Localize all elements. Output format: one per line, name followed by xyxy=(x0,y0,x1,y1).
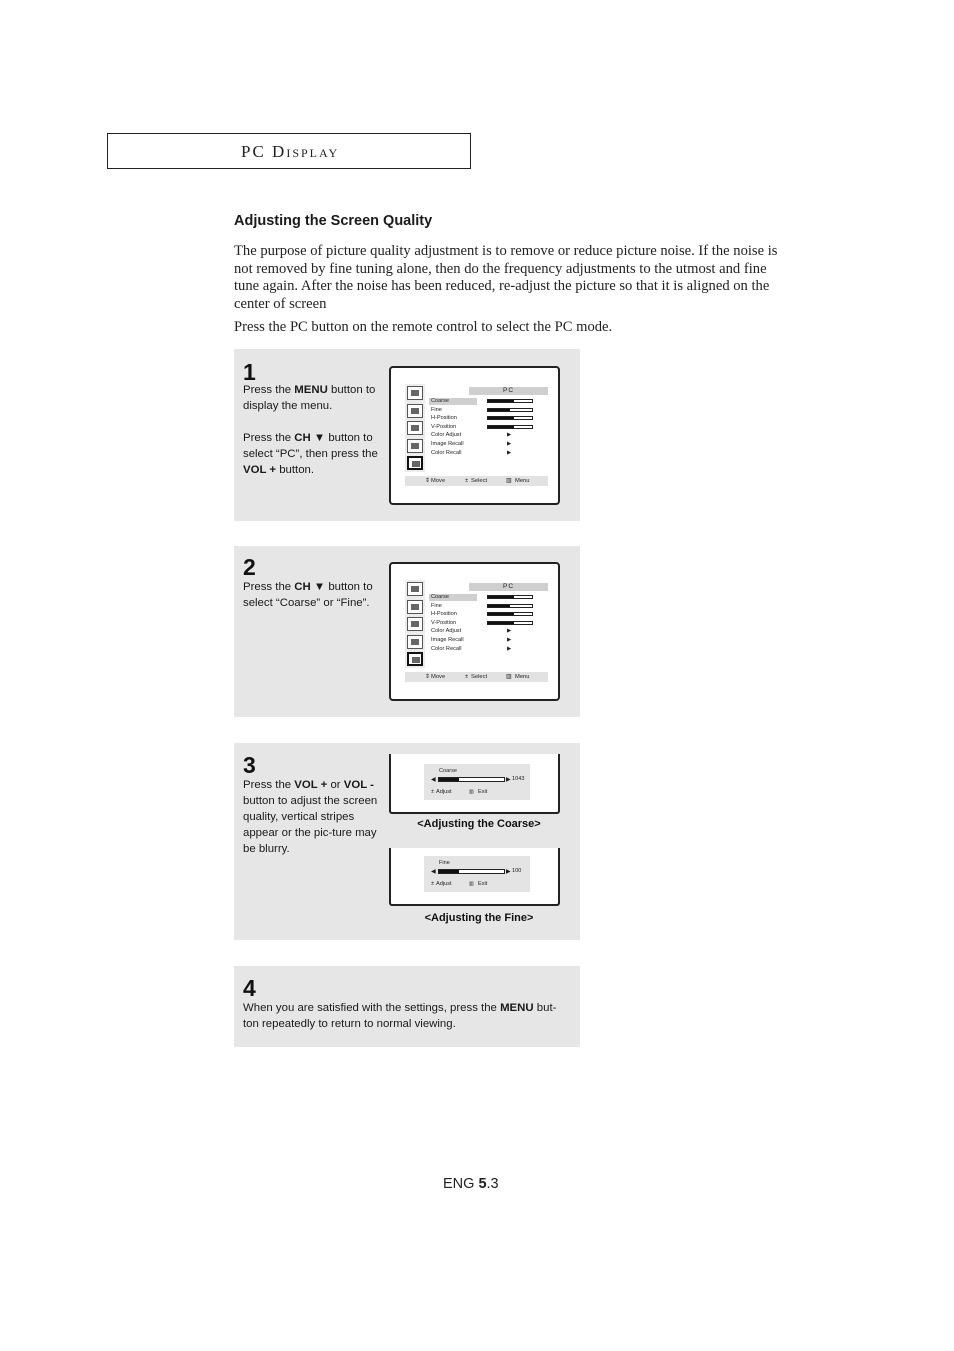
caption-fine: <Adjusting the Fine> xyxy=(424,912,534,924)
select-label: Select xyxy=(471,674,488,680)
fine-value: 100 xyxy=(512,868,522,874)
menu-item-label: Color Adjust xyxy=(431,628,462,635)
menu-item[interactable] xyxy=(429,423,548,432)
step-text: Press the MENU button to display the menu. xyxy=(243,384,376,412)
left-arrow-icon: ◀ xyxy=(431,777,436,783)
page-title: PC Display xyxy=(241,142,340,161)
picture-icon[interactable] xyxy=(407,582,423,596)
sound-icon[interactable] xyxy=(407,404,423,418)
select-label: Select xyxy=(471,478,488,484)
select-icon: ± xyxy=(465,478,469,484)
menu-icon-column xyxy=(405,580,425,668)
channel-icon[interactable] xyxy=(407,617,423,631)
coarse-label: Coarse xyxy=(439,768,458,774)
menu-item-label: Color Recall xyxy=(431,449,462,456)
step-text: When you are satisfied with the settings, press the MENU but-ton repeatedly to return to normal viewing. xyxy=(243,1002,557,1030)
menu-item[interactable] xyxy=(429,619,548,628)
submenu-arrow-icon: ▶ xyxy=(507,449,512,456)
picture-icon[interactable] xyxy=(407,386,423,400)
menu-item-label: Color Adjust xyxy=(431,432,462,439)
right-arrow-icon: ▶ xyxy=(506,777,511,783)
adjust-label: Adjust xyxy=(436,881,452,887)
coarse-bar xyxy=(438,777,505,782)
menu-label: Menu xyxy=(515,478,530,484)
submenu-arrow-icon: ▶ xyxy=(507,432,512,439)
menu-item-level-bar xyxy=(487,416,533,420)
menu-footer xyxy=(405,476,548,486)
menu-icon: ▥ xyxy=(506,674,512,680)
menu-item[interactable] xyxy=(429,610,548,619)
section-heading: Adjusting the Screen Quality xyxy=(234,213,433,229)
menu-item-label: Coarse xyxy=(429,594,477,601)
menu-item[interactable] xyxy=(429,602,548,611)
menu-item[interactable] xyxy=(429,449,548,458)
exit-label: Exit xyxy=(478,789,488,795)
menu-item-level-bar xyxy=(487,612,533,616)
menu-item-level-bar xyxy=(487,621,533,625)
menu-item-level-bar xyxy=(487,604,533,608)
tv-menu-content xyxy=(405,384,548,488)
menu-item[interactable] xyxy=(429,397,548,406)
submenu-arrow-icon: ▶ xyxy=(507,440,512,447)
fine-bar xyxy=(438,869,505,874)
header-box xyxy=(107,133,471,169)
step-text: Press the CH ▼ button to select “PC”, then press the VOL + button. xyxy=(243,432,378,476)
menu-item[interactable] xyxy=(429,636,548,645)
tv-menu-content xyxy=(405,580,548,684)
menu-item[interactable] xyxy=(429,440,548,449)
submenu-arrow-icon: ▶ xyxy=(507,645,512,652)
menu-item-label: V-Position xyxy=(431,619,457,626)
step-number: 4 xyxy=(243,975,256,1001)
menu-icon: ▥ xyxy=(469,881,474,887)
step-1-panel xyxy=(234,349,580,521)
menu-item-level-bar xyxy=(487,425,533,429)
left-arrow-icon: ◀ xyxy=(431,869,436,875)
move-label: Move xyxy=(431,674,446,680)
menu-item-label: H-Position xyxy=(431,415,457,422)
menu-item[interactable] xyxy=(429,406,548,415)
step-3-panel xyxy=(234,743,580,940)
setup-icon[interactable] xyxy=(407,439,423,453)
menu-icon: ▥ xyxy=(469,789,474,795)
menu-item[interactable] xyxy=(429,627,548,636)
intro-paragraph: The purpose of picture quality adjustment is to remove or reduce picture noise. If the noise is not removed by fine tuning alone, then do the frequency adjustments to the utmost and fine tune again. After the noise has been reduced, re-adjust the picture so that it is aligned on the center of screen xyxy=(234,243,778,312)
step-4-panel xyxy=(234,966,580,1047)
move-label: Move xyxy=(431,478,446,484)
right-arrow-icon: ▶ xyxy=(506,869,511,875)
caption-coarse: <Adjusting the Coarse> xyxy=(417,818,541,830)
step-text: Press the CH ▼ button to select “Coarse” or “Fine”. xyxy=(243,581,373,609)
menu-tab-pc: PC xyxy=(469,387,548,395)
fine-label: Fine xyxy=(439,860,450,866)
menu-tab-pc: PC xyxy=(469,583,548,591)
setup-icon[interactable] xyxy=(407,635,423,649)
move-icon: ⇕ xyxy=(425,674,430,680)
instruction-paragraph: Press the PC button on the remote control to select the PC mode. xyxy=(234,319,613,335)
menu-item-label: Color Recall xyxy=(431,645,462,652)
submenu-arrow-icon: ▶ xyxy=(507,636,512,643)
menu-item-label: Coarse xyxy=(429,398,477,405)
tv-menu-screen xyxy=(389,366,560,505)
menu-icon: ▥ xyxy=(506,478,512,484)
menu-label: Menu xyxy=(515,674,530,680)
menu-item-label: Fine xyxy=(431,406,442,413)
coarse-adjust-screen xyxy=(389,754,560,814)
footer-lang: ENG xyxy=(443,1176,479,1192)
menu-item[interactable] xyxy=(429,593,548,602)
menu-item[interactable] xyxy=(429,414,548,423)
channel-icon[interactable] xyxy=(407,421,423,435)
submenu-arrow-icon: ▶ xyxy=(507,628,512,635)
move-icon: ⇕ xyxy=(425,478,430,484)
menu-item-label: Fine xyxy=(431,602,442,609)
menu-item-label: Image Recall xyxy=(431,636,464,643)
step-text: Press the VOL + or VOL - button to adjust the screen quality, vertical stripes appear or the pic-ture may be blurry. xyxy=(243,779,378,855)
menu-item-level-bar xyxy=(487,408,533,412)
adjust-icon: ± xyxy=(431,789,435,795)
select-icon: ± xyxy=(465,674,469,680)
pc-icon[interactable] xyxy=(407,456,423,470)
footer-page: .3 xyxy=(486,1176,499,1192)
sound-icon[interactable] xyxy=(407,600,423,614)
adjust-icon: ± xyxy=(431,881,435,887)
adjust-label: Adjust xyxy=(436,789,452,795)
tv-menu-screen xyxy=(389,562,560,701)
menu-item-level-bar xyxy=(487,595,533,599)
menu-item-level-bar xyxy=(487,399,533,403)
pc-icon[interactable] xyxy=(407,652,423,666)
menu-icon-column xyxy=(405,384,425,472)
step-number: 2 xyxy=(243,554,256,580)
step-number: 3 xyxy=(243,752,256,778)
exit-label: Exit xyxy=(478,881,488,887)
menu-item-label: H-Position xyxy=(431,611,457,618)
menu-item[interactable] xyxy=(429,431,548,440)
coarse-value: 1043 xyxy=(512,776,525,782)
fine-adjust-screen xyxy=(389,848,560,906)
menu-item-label: V-Position xyxy=(431,423,457,430)
page-footer xyxy=(443,1176,499,1192)
footer-chapter: 5 xyxy=(478,1176,487,1192)
step-2-panel xyxy=(234,546,580,717)
menu-item[interactable] xyxy=(429,645,548,654)
menu-footer xyxy=(405,672,548,682)
menu-item-label: Image Recall xyxy=(431,440,464,447)
step-number: 1 xyxy=(243,359,256,385)
